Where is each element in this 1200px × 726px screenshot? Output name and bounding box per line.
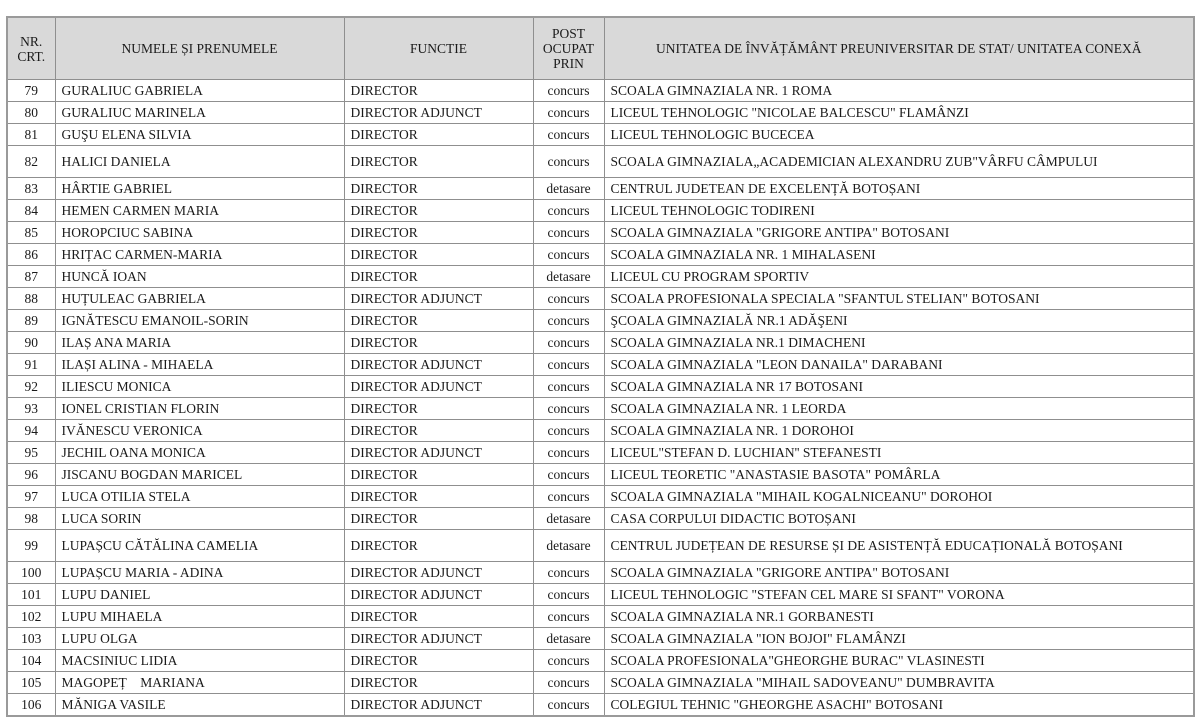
header-nr-crt: NR. CRT. [7, 17, 55, 80]
row-number: 83 [7, 178, 55, 200]
post-method-cell: concurs [533, 288, 604, 310]
person-name: HALICI DANIELA [55, 146, 344, 178]
row-number: 82 [7, 146, 55, 178]
person-name: GURALIUC MARINELA [55, 102, 344, 124]
school-unit-cell: LICEUL TEORETIC "ANASTASIE BASOTA" POMÂRLA [604, 464, 1194, 486]
header-name: NUMELE ȘI PRENUMELE [55, 17, 344, 80]
table-row [7, 420, 1194, 442]
table-row [7, 562, 1194, 584]
row-number: 94 [7, 420, 55, 442]
function-cell: DIRECTOR [344, 146, 533, 178]
post-method-cell: concurs [533, 102, 604, 124]
function-cell: DIRECTOR ADJUNCT [344, 562, 533, 584]
post-method-cell: concurs [533, 200, 604, 222]
person-name: ILAȘI ALINA - MIHAELA [55, 354, 344, 376]
post-method-cell: concurs [533, 376, 604, 398]
post-method-cell: detasare [533, 178, 604, 200]
header-function: FUNCTIE [344, 17, 533, 80]
school-unit-cell: SCOALA GIMNAZIALA "LEON DANAILA" DARABANI [604, 354, 1194, 376]
person-name: LUCA OTILIA STELA [55, 486, 344, 508]
row-number: 89 [7, 310, 55, 332]
school-unit-cell: SCOALA GIMNAZIALA„ACADEMICIAN ALEXANDRU ZUB"VÂRFU CÂMPULUI [604, 146, 1194, 178]
school-unit-cell: LICEUL"STEFAN D. LUCHIAN'' STEFANESTI [604, 442, 1194, 464]
row-number: 104 [7, 650, 55, 672]
function-cell: DIRECTOR ADJUNCT [344, 694, 533, 717]
person-name: MAGOPEȚ MARIANA [55, 672, 344, 694]
row-number: 100 [7, 562, 55, 584]
person-name: ILAȘ ANA MARIA [55, 332, 344, 354]
table-row [7, 584, 1194, 606]
table-row [7, 376, 1194, 398]
post-method-cell: concurs [533, 222, 604, 244]
table-row [7, 102, 1194, 124]
function-cell: DIRECTOR [344, 672, 533, 694]
function-cell: DIRECTOR [344, 222, 533, 244]
function-cell: DIRECTOR [344, 244, 533, 266]
row-number: 99 [7, 530, 55, 562]
school-unit-cell: CASA CORPULUI DIDACTIC BOTOȘANI [604, 508, 1194, 530]
post-method-cell: concurs [533, 398, 604, 420]
post-method-cell: concurs [533, 420, 604, 442]
person-name: LUPU DANIEL [55, 584, 344, 606]
school-unit-cell: SCOALA PROFESIONALA SPECIALA "SFANTUL STELIAN" BOTOSANI [604, 288, 1194, 310]
function-cell: DIRECTOR ADJUNCT [344, 442, 533, 464]
function-cell: DIRECTOR ADJUNCT [344, 288, 533, 310]
post-method-cell: concurs [533, 332, 604, 354]
person-name: HÂRTIE GABRIEL [55, 178, 344, 200]
function-cell: DIRECTOR ADJUNCT [344, 628, 533, 650]
function-cell: DIRECTOR ADJUNCT [344, 584, 533, 606]
post-method-cell: concurs [533, 606, 604, 628]
table-body [7, 80, 1194, 717]
function-cell: DIRECTOR [344, 398, 533, 420]
table-row [7, 672, 1194, 694]
table-row [7, 222, 1194, 244]
person-name: MĂNIGA VASILE [55, 694, 344, 717]
table-row [7, 244, 1194, 266]
person-name: LUPAȘCU CĂTĂLINA CAMELIA [55, 530, 344, 562]
school-unit-cell: SCOALA GIMNAZIALA NR 17 BOTOSANI [604, 376, 1194, 398]
row-number: 79 [7, 80, 55, 102]
school-unit-cell: SCOALA PROFESIONALA"GHEORGHE BURAC" VLASINESTI [604, 650, 1194, 672]
school-unit-cell: SCOALA GIMNAZIALA "GRIGORE ANTIPA" BOTOSANI [604, 222, 1194, 244]
row-number: 91 [7, 354, 55, 376]
person-name: HOROPCIUC SABINA [55, 222, 344, 244]
row-number: 103 [7, 628, 55, 650]
row-number: 92 [7, 376, 55, 398]
row-number: 90 [7, 332, 55, 354]
school-unit-cell: SCOALA GIMNAZIALA NR.1 GORBANESTI [604, 606, 1194, 628]
school-unit-cell: SCOALA GIMNAZIALA NR. 1 DOROHOI [604, 420, 1194, 442]
row-number: 81 [7, 124, 55, 146]
table-row [7, 310, 1194, 332]
table-row [7, 398, 1194, 420]
school-unit-cell: SCOALA GIMNAZIALA "MIHAIL KOGALNICEANU" DOROHOI [604, 486, 1194, 508]
post-method-cell: concurs [533, 244, 604, 266]
school-unit-cell: SCOALA GIMNAZIALA "MIHAIL SADOVEANU" DUMBRAVITA [604, 672, 1194, 694]
school-unit-cell: LICEUL TEHNOLOGIC TODIRENI [604, 200, 1194, 222]
function-cell: DIRECTOR ADJUNCT [344, 354, 533, 376]
function-cell: DIRECTOR [344, 606, 533, 628]
school-unit-cell: LICEUL TEHNOLOGIC BUCECEA [604, 124, 1194, 146]
header-post: POST OCUPAT PRIN [533, 17, 604, 80]
row-number: 96 [7, 464, 55, 486]
post-method-cell: concurs [533, 562, 604, 584]
function-cell: DIRECTOR ADJUNCT [344, 102, 533, 124]
table-row [7, 508, 1194, 530]
post-method-cell: concurs [533, 584, 604, 606]
table-row [7, 200, 1194, 222]
post-method-cell: concurs [533, 146, 604, 178]
directors-table [6, 16, 1195, 717]
post-method-cell: concurs [533, 464, 604, 486]
post-method-cell: detasare [533, 266, 604, 288]
table-row [7, 146, 1194, 178]
person-name: JISCANU BOGDAN MARICEL [55, 464, 344, 486]
person-name: LUPAȘCU MARIA - ADINA [55, 562, 344, 584]
person-name: MACSINIUC LIDIA [55, 650, 344, 672]
row-number: 87 [7, 266, 55, 288]
table-row [7, 486, 1194, 508]
function-cell: DIRECTOR [344, 266, 533, 288]
table-row [7, 606, 1194, 628]
row-number: 88 [7, 288, 55, 310]
function-cell: DIRECTOR [344, 650, 533, 672]
row-number: 84 [7, 200, 55, 222]
table-row [7, 530, 1194, 562]
post-method-cell: concurs [533, 650, 604, 672]
header-unit: UNITATEA DE ÎNVĂȚĂMÂNT PREUNIVERSITAR DE STAT/ UNITATEA CONEXĂ [604, 17, 1194, 80]
row-number: 86 [7, 244, 55, 266]
table-row [7, 266, 1194, 288]
school-unit-cell: CENTRUL JUDEȚEAN DE RESURSE ȘI DE ASISTENȚĂ EDUCAȚIONALĂ BOTOȘANI [604, 530, 1194, 562]
person-name: LUCA SORIN [55, 508, 344, 530]
person-name: GURALIUC GABRIELA [55, 80, 344, 102]
school-unit-cell: SCOALA GIMNAZIALA "GRIGORE ANTIPA" BOTOSANI [604, 562, 1194, 584]
school-unit-cell: ŞCOALA GIMNAZIALĂ NR.1 ADĂŞENI [604, 310, 1194, 332]
school-unit-cell: SCOALA GIMNAZIALA NR. 1 LEORDA [604, 398, 1194, 420]
function-cell: DIRECTOR [344, 124, 533, 146]
table-row [7, 650, 1194, 672]
school-unit-cell: SCOALA GIMNAZIALA NR. 1 MIHALASENI [604, 244, 1194, 266]
school-unit-cell: LICEUL TEHNOLOGIC "STEFAN CEL MARE SI SFANT" VORONA [604, 584, 1194, 606]
school-unit-cell: LICEUL TEHNOLOGIC "NICOLAE BALCESCU" FLAMÂNZI [604, 102, 1194, 124]
person-name: HRIȚAC CARMEN-MARIA [55, 244, 344, 266]
post-method-cell: concurs [533, 310, 604, 332]
table-row [7, 80, 1194, 102]
function-cell: DIRECTOR [344, 310, 533, 332]
person-name: GUŞU ELENA SILVIA [55, 124, 344, 146]
table-header-row [7, 17, 1194, 80]
row-number: 97 [7, 486, 55, 508]
function-cell: DIRECTOR ADJUNCT [344, 376, 533, 398]
function-cell: DIRECTOR [344, 530, 533, 562]
post-method-cell: detasare [533, 508, 604, 530]
row-number: 105 [7, 672, 55, 694]
table-row [7, 332, 1194, 354]
table-row [7, 354, 1194, 376]
table-row [7, 288, 1194, 310]
person-name: HUNCĂ IOAN [55, 266, 344, 288]
function-cell: DIRECTOR [344, 200, 533, 222]
post-method-cell: concurs [533, 124, 604, 146]
row-number: 80 [7, 102, 55, 124]
function-cell: DIRECTOR [344, 178, 533, 200]
row-number: 106 [7, 694, 55, 717]
function-cell: DIRECTOR [344, 508, 533, 530]
post-method-cell: concurs [533, 672, 604, 694]
post-method-cell: concurs [533, 486, 604, 508]
row-number: 102 [7, 606, 55, 628]
school-unit-cell: SCOALA GIMNAZIALA NR.1 DIMACHENI [604, 332, 1194, 354]
table-row [7, 464, 1194, 486]
school-unit-cell: SCOALA GIMNAZIALA "ION BOJOI" FLAMÂNZI [604, 628, 1194, 650]
table-row [7, 442, 1194, 464]
function-cell: DIRECTOR [344, 486, 533, 508]
school-unit-cell: LICEUL CU PROGRAM SPORTIV [604, 266, 1194, 288]
row-number: 93 [7, 398, 55, 420]
function-cell: DIRECTOR [344, 332, 533, 354]
table-row [7, 628, 1194, 650]
function-cell: DIRECTOR [344, 420, 533, 442]
row-number: 85 [7, 222, 55, 244]
person-name: HEMEN CARMEN MARIA [55, 200, 344, 222]
person-name: LUPU OLGA [55, 628, 344, 650]
table-row [7, 694, 1194, 717]
row-number: 95 [7, 442, 55, 464]
table-row [7, 178, 1194, 200]
post-method-cell: concurs [533, 442, 604, 464]
school-unit-cell: CENTRUL JUDETEAN DE EXCELENȚĂ BOTOȘANI [604, 178, 1194, 200]
school-unit-cell: COLEGIUL TEHNIC "GHEORGHE ASACHI" BOTOSANI [604, 694, 1194, 717]
person-name: ILIESCU MONICA [55, 376, 344, 398]
function-cell: DIRECTOR [344, 80, 533, 102]
row-number: 101 [7, 584, 55, 606]
person-name: IONEL CRISTIAN FLORIN [55, 398, 344, 420]
person-name: LUPU MIHAELA [55, 606, 344, 628]
post-method-cell: concurs [533, 694, 604, 717]
post-method-cell: detasare [533, 628, 604, 650]
post-method-cell: concurs [533, 354, 604, 376]
person-name: HUȚULEAC GABRIELA [55, 288, 344, 310]
row-number: 98 [7, 508, 55, 530]
person-name: JECHIL OANA MONICA [55, 442, 344, 464]
table-row [7, 124, 1194, 146]
person-name: IGNĂTESCU EMANOIL-SORIN [55, 310, 344, 332]
person-name: IVĂNESCU VERONICA [55, 420, 344, 442]
school-unit-cell: SCOALA GIMNAZIALA NR. 1 ROMA [604, 80, 1194, 102]
post-method-cell: detasare [533, 530, 604, 562]
function-cell: DIRECTOR [344, 464, 533, 486]
post-method-cell: concurs [533, 80, 604, 102]
